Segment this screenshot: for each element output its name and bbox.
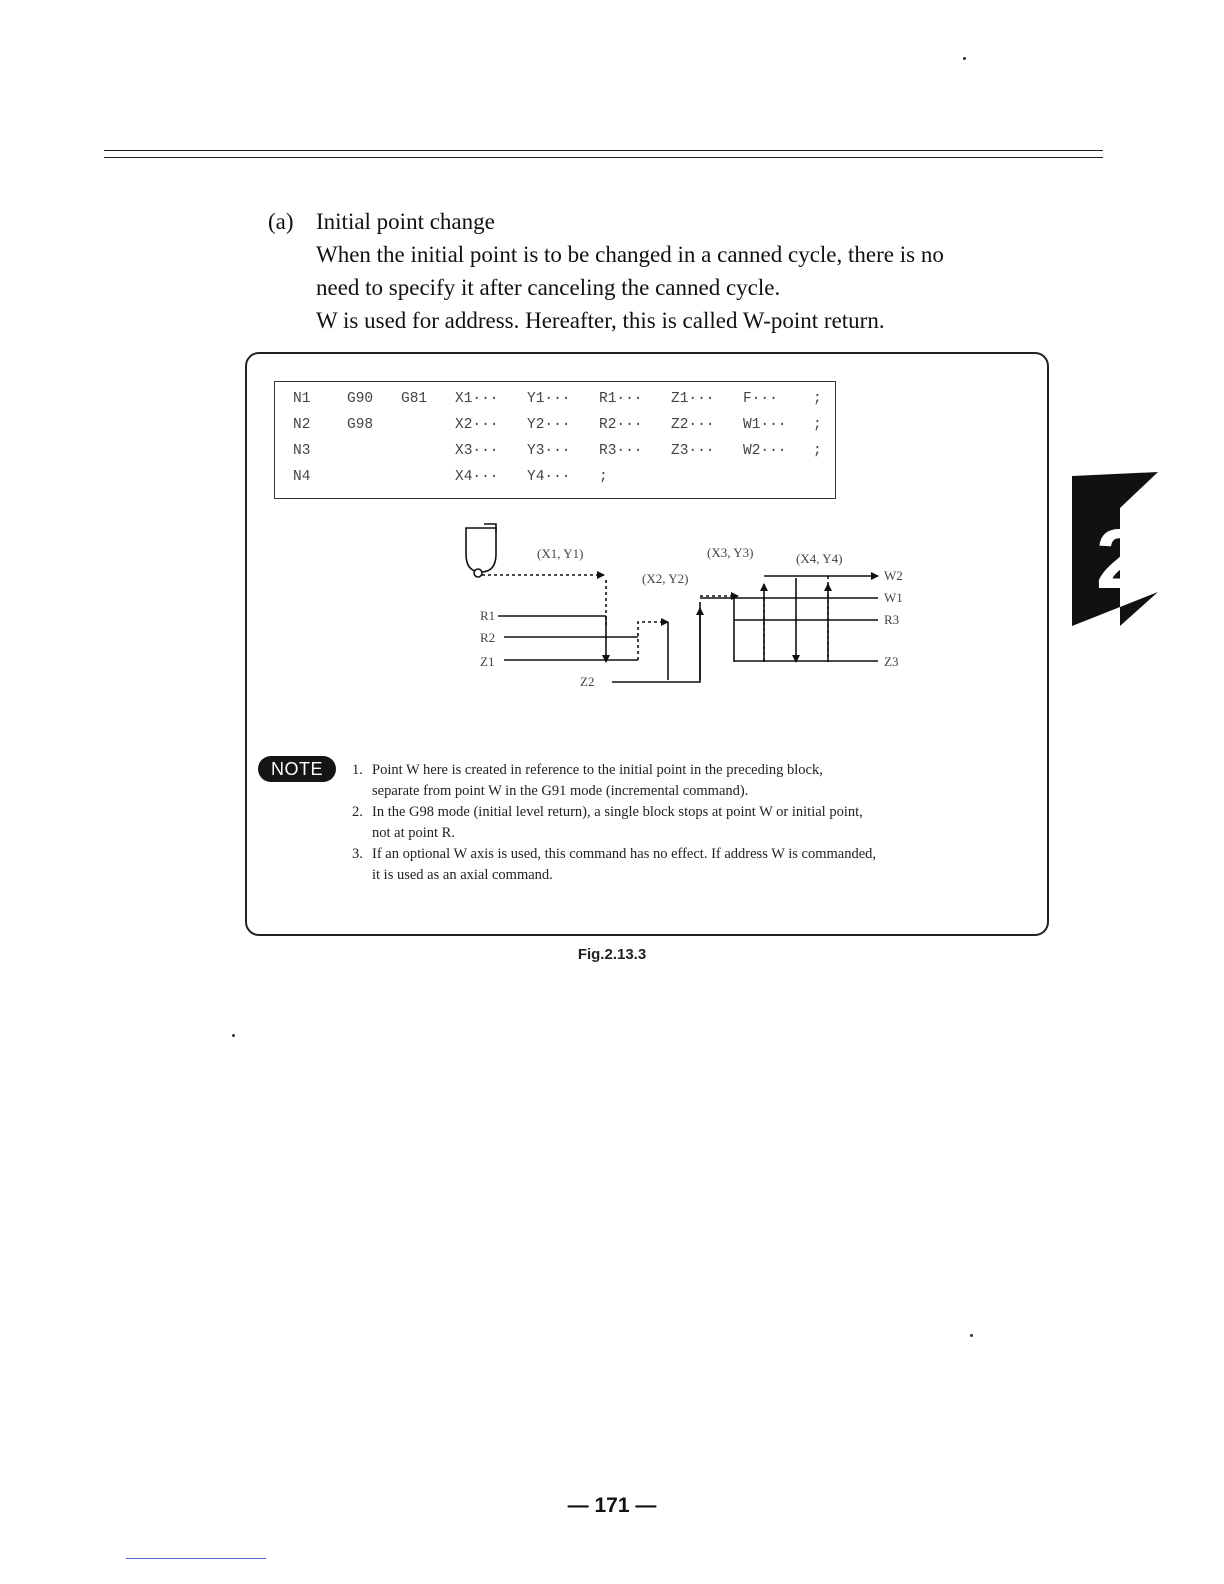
coord-label: (X2, Y2) [642, 571, 689, 586]
block-number: N4 [293, 469, 311, 485]
note-item [352, 760, 1042, 802]
r-word: R1··· [599, 391, 643, 407]
w-word: W1··· [743, 417, 787, 433]
r-word: ; [599, 469, 608, 485]
note-number: 1. [352, 762, 363, 778]
y-word: Y4··· [527, 469, 571, 485]
note-line: not at point R. [372, 825, 455, 841]
z-word: Z3··· [671, 443, 715, 459]
x-word: X1··· [455, 391, 499, 407]
end-of-block: ; [813, 443, 822, 459]
r-word: R2··· [599, 417, 643, 433]
footer-line [126, 1558, 266, 1559]
level-label-r3: R3 [884, 612, 900, 627]
end-of-block: ; [813, 391, 822, 407]
note-list [352, 760, 1042, 886]
level-label-w2: W2 [884, 568, 903, 583]
figure-caption: Fig.2.13.3 [577, 946, 647, 963]
block-number: N1 [293, 391, 311, 407]
note-line: it is used as an axial command. [372, 867, 553, 883]
chapter-tab-label: 2 [1096, 512, 1143, 606]
y-word: Y3··· [527, 443, 571, 459]
x-word: X2··· [455, 417, 499, 433]
level-label-r1: R1 [480, 608, 496, 623]
z-word: Z1··· [671, 391, 715, 407]
level-label-z3: Z3 [884, 654, 899, 669]
z-word: Z2··· [671, 417, 715, 433]
body-line: When the initial point is to be changed in a canned cycle, there is no [316, 242, 944, 267]
w-word: W2··· [743, 443, 787, 459]
note-line: In the G98 mode (initial level return), a single block stops at point W or initial point, [372, 804, 863, 820]
end-of-block: ; [813, 417, 822, 433]
note-line: Point W here is created in reference to the initial point in the preceding block, [372, 762, 823, 778]
coord-label: (X3, Y3) [707, 545, 754, 560]
body-line: need to specify it after canceling the canned cycle. [316, 275, 781, 300]
level-label-w1: W1 [884, 590, 903, 605]
note-item [352, 844, 1042, 886]
level-label-r2: R2 [480, 630, 496, 645]
note-number: 3. [352, 846, 363, 862]
body-line: W is used for address. Hereafter, this is called W-point return. [316, 308, 885, 333]
x-word: X4··· [455, 469, 499, 485]
x-word: X3··· [455, 443, 499, 459]
block-number: N3 [293, 443, 311, 459]
scan-speck [232, 1034, 235, 1037]
y-word: Y1··· [527, 391, 571, 407]
scan-speck [963, 57, 966, 60]
page-number: — 171 — [567, 1494, 657, 1517]
level-label-z2: Z2 [580, 674, 595, 689]
g-code: G98 [347, 417, 374, 433]
coord-label: (X1, Y1) [537, 546, 584, 561]
section-title: Initial point change [316, 209, 495, 234]
r-word: R3··· [599, 443, 643, 459]
g-code: G81 [401, 391, 428, 407]
level-label-z1: Z1 [480, 654, 495, 669]
chapter-tab [1072, 468, 1162, 630]
g-code: G90 [347, 391, 374, 407]
y-word: Y2··· [527, 417, 571, 433]
tool-path-diagram [0, 0, 1224, 720]
note-line: If an optional W axis is used, this command has no effect. If address W is commanded, [372, 846, 877, 862]
note-number: 2. [352, 804, 363, 820]
block-number: N2 [293, 417, 311, 433]
note-item [352, 802, 1042, 844]
w-word: F··· [743, 391, 778, 407]
note-line: separate from point W in the G91 mode (incremental command). [372, 783, 749, 799]
drill-tool-icon [466, 524, 496, 577]
scan-speck [970, 1334, 973, 1337]
section-label: (a) [268, 209, 294, 234]
coord-label: (X4, Y4) [796, 551, 843, 566]
note-badge: NOTE [258, 756, 336, 782]
